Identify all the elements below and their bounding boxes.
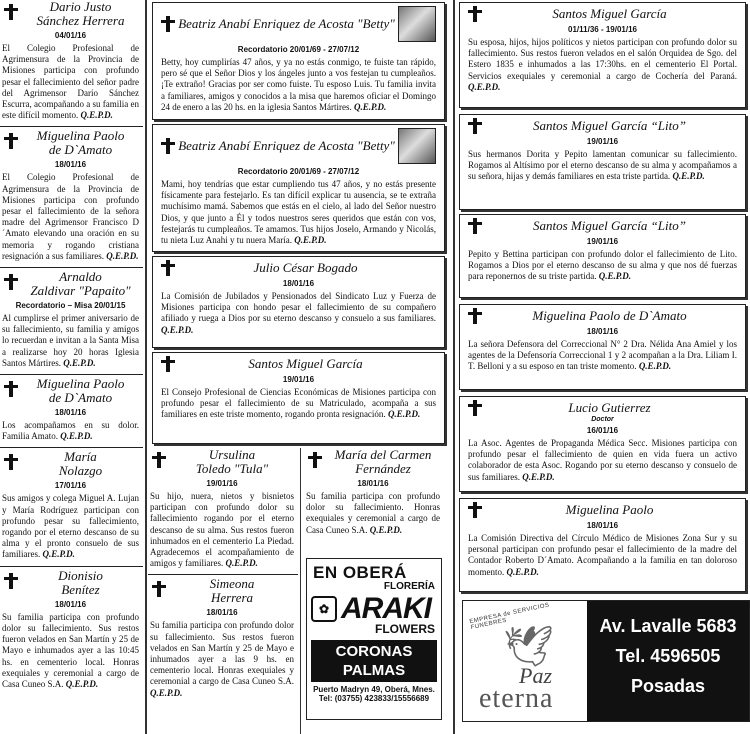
deceased-name: Lucio Gutierrez xyxy=(568,400,651,415)
qepd: Q.E.P.D. xyxy=(638,361,672,372)
obituary-text: Su familia participa con profundo dolor su fallecimiento. Sus restos fueron velados en San Martín y 25 de Mayo e inhumados ayer a las 9 hs. en cementerio local. Honras exequiales y ceremonial a cargo de Casa Cuneo S.A. Q.E.P.D. xyxy=(150,620,294,698)
box-header xyxy=(161,6,436,42)
cross-icon xyxy=(161,16,175,32)
obituary-date: 17/01/16 xyxy=(54,481,87,491)
obituary xyxy=(0,0,143,121)
obituary-date: 18/01/16 xyxy=(282,279,315,288)
subcolumn-divider xyxy=(300,448,301,734)
cross-icon xyxy=(161,356,175,372)
obituary-text: Los acompañamos en su dolor. Familia Amato. Q.E.P.D. xyxy=(2,420,139,442)
deceased-name: Dario Justo Sánchez Herrera xyxy=(36,0,125,28)
box-header xyxy=(468,308,737,324)
obituary xyxy=(148,577,298,698)
cross-icon xyxy=(468,6,482,22)
qepd: Q.E.P.D. xyxy=(150,687,183,698)
qepd: Q.E.P.D. xyxy=(60,431,93,442)
ad-arc-text: EMPRESA de SERVICIOS FUNEBRES xyxy=(469,602,551,632)
deceased-name: Santos Miguel García xyxy=(248,356,363,371)
ad-address: Puerto Madryn 49, Oberá, Mnes. xyxy=(313,685,435,694)
qepd: Q.E.P.D. xyxy=(65,678,99,689)
cross-icon xyxy=(468,218,482,234)
box-header xyxy=(161,260,436,276)
qepd: Q.E.P.D. xyxy=(294,235,327,246)
cross-icon xyxy=(4,4,18,20)
obituary-date: Recordatorio – Misa 20/01/15 xyxy=(15,301,126,311)
obituary-box xyxy=(459,2,746,108)
obituary-date: 18/01/16 xyxy=(54,408,87,418)
obituary-date: 18/01/16 xyxy=(586,327,619,336)
qepd: Q.E.P.D. xyxy=(42,549,75,560)
obituary-text: La Comisión de Jubilados y Pensionados del Sindicato Luz y Fuerza de Misiones participa con hondo pesar el fallecimiento de su compañero afiliado y ruega a Dios por su eterno descanso y consuelo a sus familiares. Q.E.P.D. xyxy=(161,291,436,335)
obituary-box xyxy=(152,2,445,120)
paz-logo-area xyxy=(463,601,587,719)
ad-addr: Av. Lavalle 5683 xyxy=(599,616,737,636)
obituary-date: 18/01/16 xyxy=(586,521,619,530)
cross-icon xyxy=(161,138,175,154)
obituary-date: Recordatorio 20/01/69 - 27/07/12 xyxy=(237,45,360,54)
cross-icon xyxy=(468,308,482,324)
portrait-photo xyxy=(398,128,436,164)
box-header xyxy=(468,400,737,416)
obituary-text: Al cumplirse el primer aniversario de su fallecimiento, su familia y amigos lo recuerdan e invitan a la Santa Misa a realizarse hoy 20 horas Iglesia Santos Mártires. Q.E.P.D. xyxy=(2,313,139,368)
deceased-name: Miguelina Paolo de D`Amato xyxy=(36,128,125,158)
box-header xyxy=(468,218,737,234)
obituary-text: La Comisión Directiva del Círculo Médico de Misiones Zona Sur y su personal participan con profundo pesar el fallecimiento de la madre del Contador Roberto D´Amato. Acompañando a la familia en tan doloroso momento. Q.E.P.D. xyxy=(468,533,737,577)
obituary xyxy=(0,450,143,560)
cross-icon xyxy=(4,454,18,470)
obituary xyxy=(0,129,143,262)
obituary-date: Recordatorio 20/01/69 - 27/07/12 xyxy=(237,167,360,176)
column-divider xyxy=(453,0,455,734)
obituary-text: Su familia participa con profundo dolor su fallecimiento. Honras exequiales y ceremonial a cargo de Casa Cuneo S.A. Q.E.P.D. xyxy=(306,491,440,535)
deceased-name: Ursulina Toledo "Tula" xyxy=(195,447,269,476)
separator xyxy=(0,566,143,567)
obituary xyxy=(0,569,143,690)
ad-black-panel xyxy=(311,640,437,682)
ad-city: EN OBERÁ xyxy=(313,563,407,582)
ad-paz-word: Paz xyxy=(519,663,552,688)
separator xyxy=(0,267,143,268)
box-header xyxy=(468,118,737,134)
qepd: Q.E.P.D. xyxy=(387,409,421,420)
cross-icon xyxy=(4,274,18,290)
deceased-name: Beatriz Anabí Enriquez de Acosta "Betty" xyxy=(178,16,395,31)
obituary-box xyxy=(152,124,445,252)
qepd: Q.E.P.D. xyxy=(522,471,555,482)
ad-eterna-word: eterna xyxy=(479,683,554,714)
obituary-date: 18/01/16 xyxy=(357,479,389,488)
qepd: Q.E.P.D. xyxy=(80,110,113,121)
obituary-text: Betty, hoy cumplirías 47 años, y ya no estás conmigo, te fuiste tan rápido, pero sé que el Señor Dios y los ángeles junto a vos festejan tu cumpleaños. ¡Te extraño! Gracias por ser como fuiste. Tu esposo Luis. Tu familia invita a familiares, amigos y conocidos a la misa que haremos oficiar el Domingo 24 de enero a las 20 hs. en la iglesia Santos Mártires. Q.E.P.D. xyxy=(161,57,436,112)
obituary-box xyxy=(459,214,746,298)
qepd: Q.E.P.D. xyxy=(468,81,501,92)
column-1 xyxy=(0,0,143,690)
araki-flowers-ad xyxy=(306,558,442,720)
cross-icon xyxy=(308,452,322,468)
obituary xyxy=(148,448,298,569)
separator xyxy=(148,574,298,575)
obituary-date: 18/01/16 xyxy=(206,608,238,618)
obituary-text: Sus amigos y colega Miguel A. Lujan y María Rodríguez participan con profundo pesar su fallecimiento, rogando por el eterno descanso de su alma y el pronto consuelo de sus familiares. Q.E.P.D. xyxy=(2,493,139,560)
cross-icon xyxy=(4,133,18,149)
ad-city2: Posadas xyxy=(630,676,706,696)
ad-brand: ARAKI xyxy=(341,592,431,625)
separator xyxy=(0,126,143,127)
deceased-name: Simeona Herrera xyxy=(209,576,255,606)
ad-phone: Tel: (03755) 423833/15556689 xyxy=(318,694,430,703)
deceased-title: Doctor xyxy=(591,416,614,423)
dove-icon: 🕊 xyxy=(503,624,554,669)
obituary-date: 18/01/16 xyxy=(54,599,87,609)
portrait-photo xyxy=(398,6,436,42)
deceased-name: Dionisio Benítez xyxy=(58,567,103,597)
obituary-box xyxy=(152,256,445,348)
deceased-name: Miguelina Paolo xyxy=(565,502,654,517)
column-divider xyxy=(145,0,147,734)
obituary-date: 01/11/36 - 19/01/16 xyxy=(568,25,637,34)
column-2b xyxy=(304,448,444,536)
obituary-text: Mami, hoy tendrías que estar cumpliendo tus 47 años, y no estás presente físicamente para festejarlo. Es tan difícil explicar tu ausencia, se te extraña muchísimo mamá. Sabemos que estás en el cielo, al lado del Señor nuestro Dios, y que junto a Él y todos nuestros seres queridos que están con vos, festejarás tu cumpleaños. Te amamos. Tus hijos Joselo, Armando y Nicolás, tu nieta Luz Anahi y tu nuera María. Q.E.P.D. xyxy=(161,179,436,246)
cross-icon xyxy=(161,260,175,276)
box-header xyxy=(468,6,737,22)
obituary-date: 18/01/16 xyxy=(54,160,87,170)
ad-coronas: CORONAS xyxy=(335,643,413,660)
obituary-date: 19/01/16 xyxy=(586,237,619,246)
obituary-text: El Colegio Profesional de Agrimensura de la Provincia de Misiones participa con profundo pesar el fallecimiento de la señora madre del Agrimensor Francisco D´Amato elevando una oración en su memoria y rogando cristiana resignación a sus familiares. Q.E.P.D. xyxy=(2,172,139,261)
deceased-name: Santos Miguel García xyxy=(552,6,667,21)
separator xyxy=(0,447,143,448)
column-2a xyxy=(148,448,298,699)
cross-icon xyxy=(152,581,166,597)
qepd: Q.E.P.D. xyxy=(161,324,194,335)
obituary-text: La señora Defensora del Correccional N° 2 Dra. Nélida Ana Amiel y los agentes de la Defensoría Correccional 1 y 2 acompañan a la Dra. Liliam I. T. Belloni y a su esposo en tan triste momento. Q.E.P.D. xyxy=(468,339,737,372)
paz-eterna-ad xyxy=(462,600,750,722)
qepd: Q.E.P.D. xyxy=(106,250,139,261)
deceased-name: Beatriz Anabí Enriquez de Acosta "Betty" xyxy=(178,138,395,153)
obituary xyxy=(0,377,143,442)
cross-icon xyxy=(4,573,18,589)
box-header xyxy=(161,356,436,372)
qepd: Q.E.P.D. xyxy=(506,566,539,577)
obituary-text: El Consejo Profesional de Ciencias Económicas de Misiones participa con profundo pesar el fallecimiento de su Matriculado, acompaña a sus familiares en este triste momento, rogando pronta resignación. Q.E.P.D. xyxy=(161,387,436,420)
cross-icon xyxy=(468,118,482,134)
obituary-box xyxy=(459,498,746,592)
deceased-name: Santos Miguel García “Lito” xyxy=(532,218,686,233)
obituary-date: 19/01/16 xyxy=(282,375,315,384)
obituary-date: 16/01/16 xyxy=(586,426,619,435)
qepd: Q.E.P.D. xyxy=(63,357,96,368)
obituary-text: Pepito y Bettina participan con profundo dolor el fallecimiento de Lito. Rogamos a Dios por el eterno descanso de su alma y que nos dé fuerzas para reponernos de su triste partida. Q.E.P.D. xyxy=(468,249,737,282)
ad-logo-row xyxy=(307,592,441,626)
obituary xyxy=(0,270,143,369)
box-header xyxy=(468,502,737,518)
ad-tel: Tel. 4596505 xyxy=(615,646,721,666)
obituary-box xyxy=(459,396,746,492)
qepd: Q.E.P.D. xyxy=(353,101,387,112)
cross-icon xyxy=(468,400,482,416)
obituary-text: Su hijo, nuera, nietos y bisnietos participan con profundo dolor su fallecimiento rogando por el eterno descanso de su alma. Sus restos fueron inhumados en el cementerio La Piedad. Agradecemos el acompañamiento de amigos y familiares. Q.E.P.D. xyxy=(150,491,294,569)
obituary xyxy=(304,448,444,536)
obituary-date: 19/01/16 xyxy=(206,479,238,488)
obituary-text: El Colegio Profesional de Agrimensura de la Provincia de Misiones participa con profundo pesar el fallecimiento del señor padre del Agrimensor Darío Sánchez Escurra, acompañando a su familia en este difícil momento. Q.E.P.D. xyxy=(2,43,139,121)
obituary-date: 04/01/16 xyxy=(54,31,87,40)
separator xyxy=(0,374,143,375)
ad-palmas: PALMAS xyxy=(342,662,406,679)
qepd: Q.E.P.D. xyxy=(225,558,258,569)
deceased-name: María Nolazgo xyxy=(58,449,103,479)
box-header xyxy=(161,128,436,164)
deceased-name: Julio César Bogado xyxy=(253,260,358,275)
obituary-box xyxy=(152,352,445,444)
qepd: Q.E.P.D. xyxy=(672,171,705,182)
cross-icon xyxy=(468,502,482,518)
obituary-text: Su esposa, hijos, hijos políticos y nietos participan con profundo dolor su fallecimiento. Sus restos fueron velados en el salón Orquidea de Sgo. del Estero 1835 e inhumados a las 17:30hs. en el cementerio El Portal. Servicios exequiales y ceremonial a cargo de Cochería del Paraná. Q.E.P.D. xyxy=(468,37,737,92)
paz-info-panel xyxy=(587,601,749,721)
deceased-name: Miguelina Paolo de D`Amato xyxy=(532,308,687,323)
deceased-name: Santos Miguel García “Lito” xyxy=(532,118,686,133)
qepd: Q.E.P.D. xyxy=(369,524,403,535)
ad-floreria: FLORERÍA xyxy=(383,581,435,592)
obituary-box xyxy=(459,114,746,210)
obituary-date: 19/01/16 xyxy=(586,137,619,146)
obituary-text: Su familia participa con profundo dolor su fallecimiento. Sus restos fueron velados en San Martín y 25 de Mayo e inhumados ayer a las 10:45 hs. en cementerio local. Honras exequiales y ceremonial a cargo de Casa Cuneo S.A. Q.E.P.D. xyxy=(2,611,139,689)
deceased-name: Miguelina Paolo de D`Amato xyxy=(36,376,125,406)
deceased-name: Arnaldo Zaldivar "Papaito" xyxy=(30,269,131,299)
obituary-box xyxy=(459,304,746,390)
obituary-text: La Asoc. Agentes de Propaganda Médica Secc. Misiones participa con profundo pesar el fallecimiento de quien en vida fuera un activo colaborador de esta Asoc. Rogando por su eterno descanso y consuelo de sus familiares. Q.E.P.D. xyxy=(468,438,737,482)
araki-emblem-icon: ✿ xyxy=(311,596,337,622)
obituary-text: Sus hermanos Dorita y Pepito lamentan comunicar su fallecimiento. Rogamos al Altísimo por el eterno descanso de su alma y acompañamos a su señora, hijas y demás familiares en esta triste partida. Q.E.P.D. xyxy=(468,149,737,182)
qepd: Q.E.P.D. xyxy=(598,271,632,282)
ad-flowers: FLOWERS xyxy=(375,622,435,636)
cross-icon xyxy=(4,381,18,397)
deceased-name: María del Carmen Fernández xyxy=(334,447,432,476)
cross-icon xyxy=(152,452,166,468)
